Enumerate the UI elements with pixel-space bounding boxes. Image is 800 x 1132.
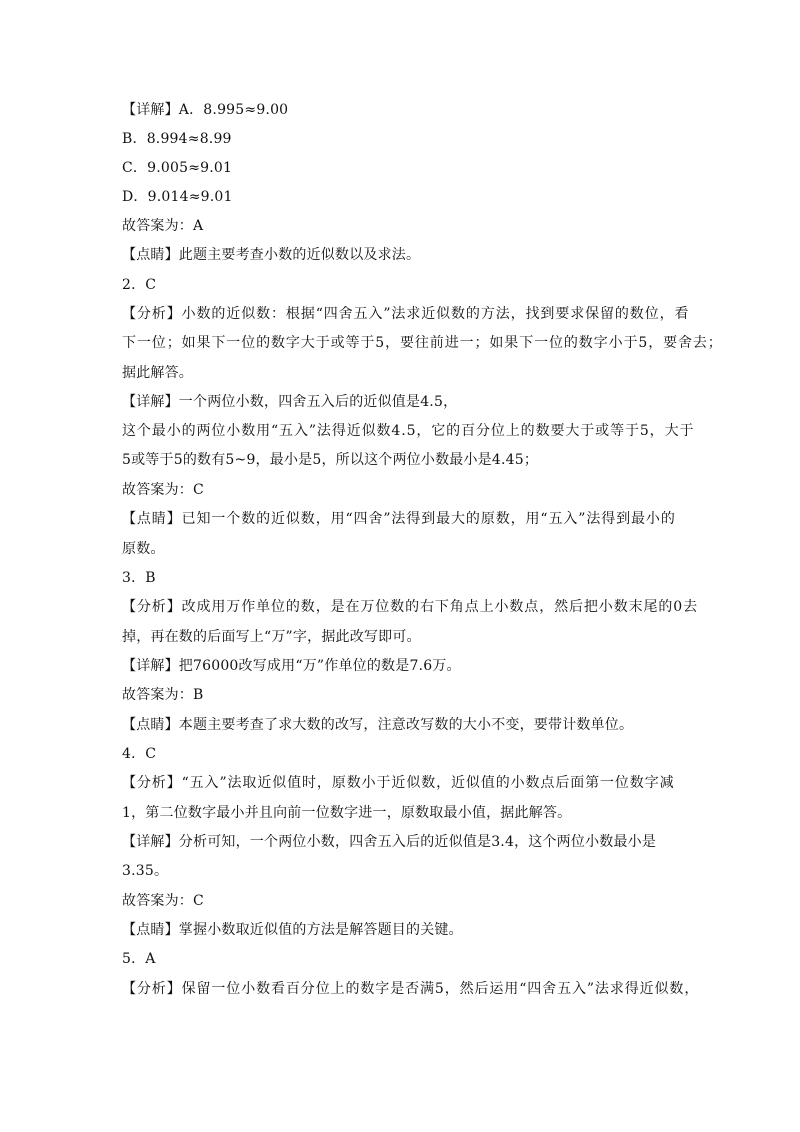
text-line: 原数。 xyxy=(122,541,165,557)
text-line: 【点睛】掌握小数取近似值的方法是解答题目的关键。 xyxy=(122,922,463,938)
text-line: D．9.014≈9.01 xyxy=(122,189,233,205)
text-line: 【分析】小数的近似数：根据“四舍五入”法求近似数的方法，找到要求保留的数位，看 xyxy=(122,306,690,322)
text-line: 【详解】A．8.995≈9.00 xyxy=(122,102,289,118)
text-line: 【分析】“五入”法取近似值时，原数小于近似数，近似值的小数点后面第一位数字减 xyxy=(122,775,675,791)
text-line: 这个最小的两位小数用“五入”法得近似数4.5，它的百分位上的数要大于或等于5，大于 xyxy=(122,423,695,439)
text-line: 3.35。 xyxy=(122,863,169,879)
text-line: 【分析】改成用万作单位的数，是在万位数的右下角点上小数点，然后把小数末尾的0去 xyxy=(122,599,699,615)
text-line: 下一位；如果下一位的数字大于或等于5，要往前进一；如果下一位的数字小于5，要舍去； xyxy=(122,335,723,351)
text-line: 【详解】分析可知，一个两位小数，四舍五入后的近似值是3.4，这个两位小数最小是 xyxy=(122,834,657,850)
text-line: 据此解答。 xyxy=(122,365,193,381)
text-line: 2．C xyxy=(122,277,157,293)
text-line: 【分析】保留一位小数看百分位上的数字是否满5，然后运用“四舍五入”法求得近似数， xyxy=(122,981,700,997)
text-line: 故答案为：C xyxy=(122,482,204,498)
text-line: 【点睛】本题主要考查了求大数的改写，注意改写数的大小不变，要带计数单位。 xyxy=(122,717,634,733)
text-line: 5或等于5的数有5~9，最小是5，所以这个两位小数最小是4.45； xyxy=(122,452,539,468)
text-line: 【点睛】此题主要考查小数的近似数以及求法。 xyxy=(122,247,421,263)
text-line: C．9.005≈9.01 xyxy=(122,160,233,176)
text-line: 【详解】把76000改写成用“万”作单位的数是7.6万。 xyxy=(122,658,461,674)
text-line: 【详解】一个两位小数，四舍五入后的近似值是4.5， xyxy=(122,394,458,410)
text-line: 3．B xyxy=(122,570,156,586)
text-line: 4．C xyxy=(122,746,157,762)
text-line: B．8.994≈8.99 xyxy=(122,131,232,147)
text-line: 【点睛】已知一个数的近似数，用“四舍”法得到最大的原数，用“五入”法得到最小的 xyxy=(122,511,676,527)
text-line: 掉，再在数的后面写上“万”字，据此改写即可。 xyxy=(122,629,421,645)
text-line: 故答案为：A xyxy=(122,218,204,234)
text-line: 故答案为：C xyxy=(122,893,204,909)
text-line: 5．A xyxy=(122,951,156,967)
text-line: 1，第二位数字最小并且向前一位数字进一，原数取最小值，据此解答。 xyxy=(122,805,572,821)
text-line: 故答案为：B xyxy=(122,687,204,703)
